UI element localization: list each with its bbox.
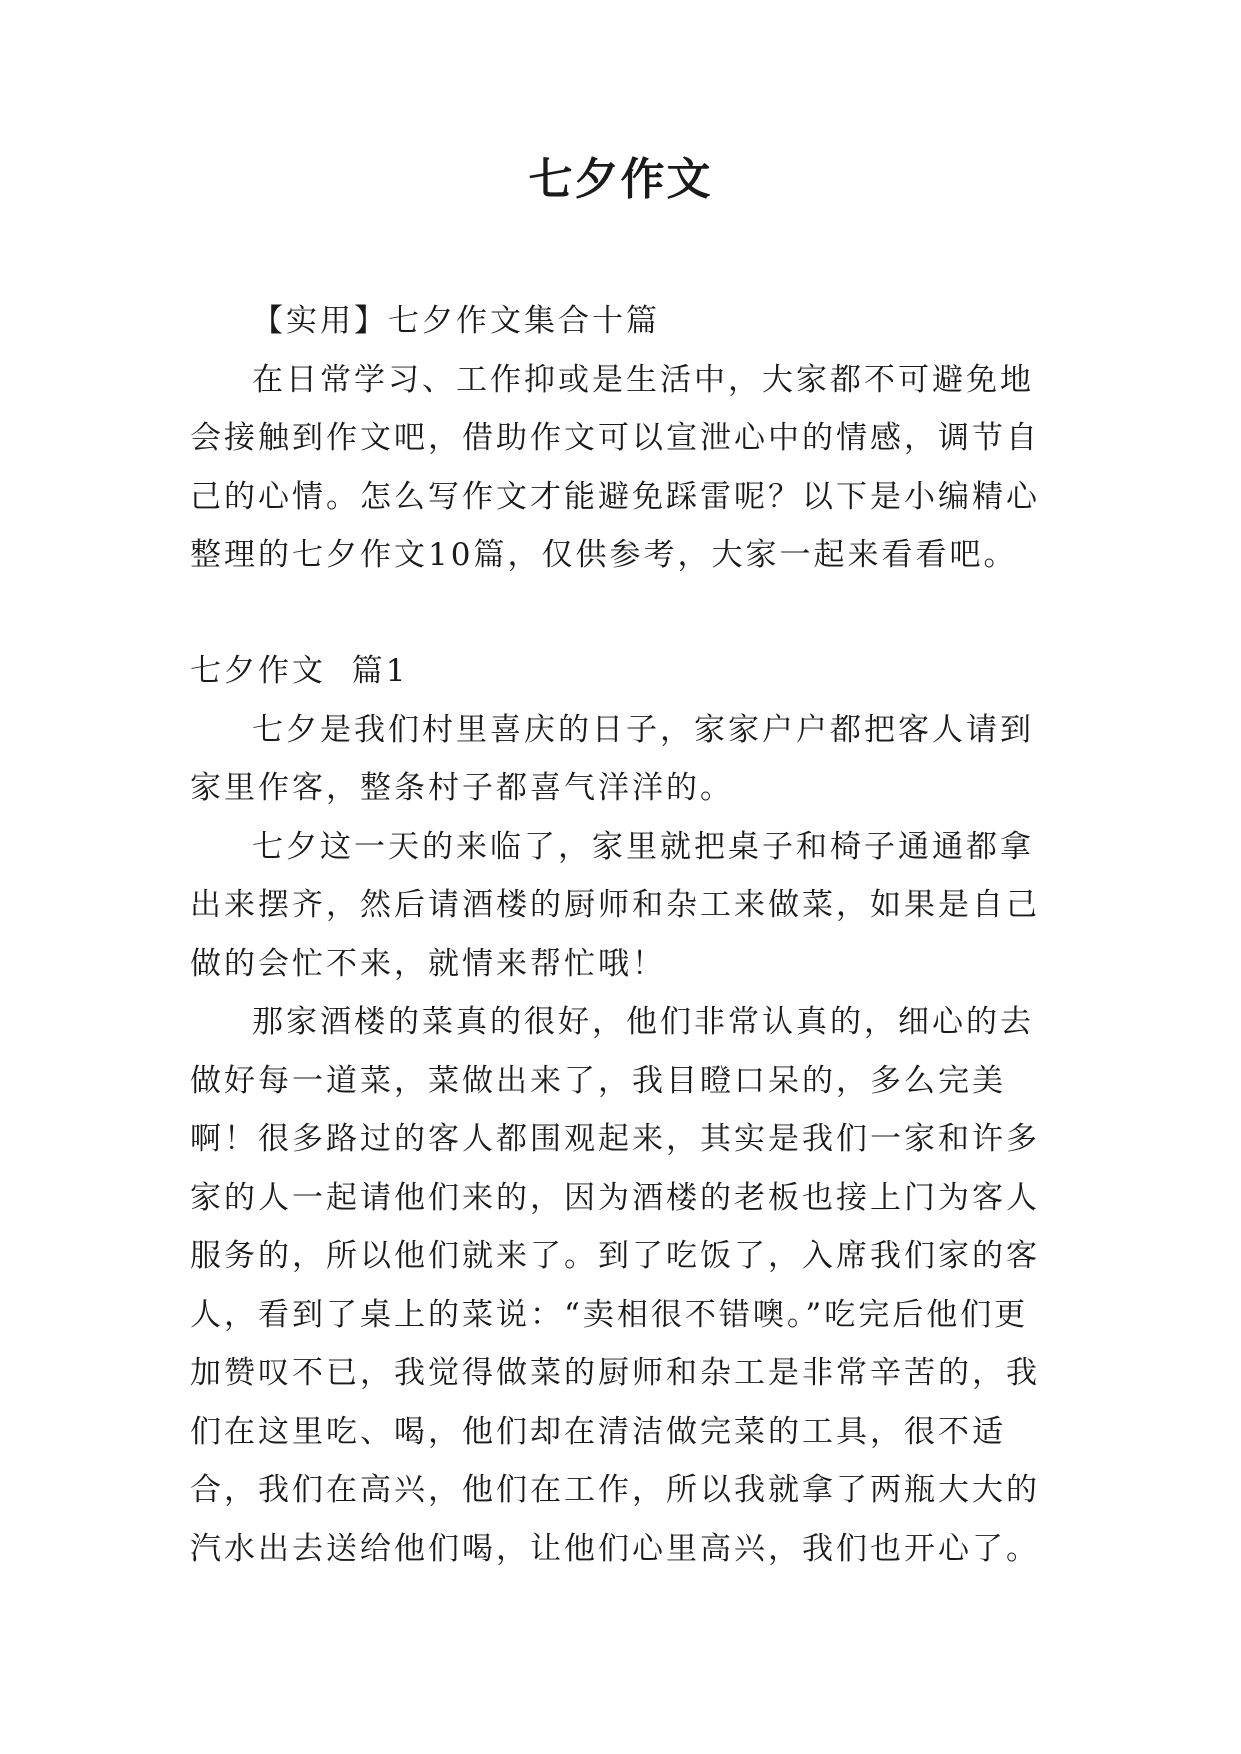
- essay-paragraph: 那家酒楼的菜真的很好，他们非常认真的，细心的去做好每一道菜，菜做出来了，我目瞪口呆的，多么完美啊！很多路过的客人都围观起来，其实是我们一家和许多家的人一起请他们来的，因为酒楼的老板也接上门为客人服务的，所以他们就来了。到了吃饭了，入席我们家的客人，看到了桌上的菜说：“卖相很不错噢。”吃完后他们更加赞叹不已，我觉得做菜的厨师和杂工是非常辛苦的，我们在这里吃、喝，他们却在清洁做完菜的工具，很不适合，我们在高兴，他们在工作，所以我就拿了两瓶大大的汽水出去送给他们喝，让他们心里高兴，我们也开心了。: [190, 1004, 1040, 1567]
- document-title: 七夕作文: [528, 154, 713, 205]
- intro-heading: 【实用】七夕作文集合十篇: [252, 303, 660, 339]
- intro-paragraph: 在日常学习、工作抑或是生活中，大家都不可避免地会接触到作文吧，借助作文可以宣泄心中的情感，调节自己的心情。怎么写作文才能避免踩雷呢？以下是小编精心整理的七夕作文10篇，仅供参考，大家一起来看看吧。: [190, 361, 1040, 573]
- essay-paragraph: 七夕这一天的来临了，家里就把桌子和椅子通通都拿出来摆齐，然后请酒楼的厨师和杂工来做菜，如果是自己做的会忙不来，就情来帮忙哦！: [190, 828, 1040, 982]
- intro-section: [190, 292, 1060, 585]
- essay-section: [190, 642, 1060, 1578]
- essay-paragraph: 七夕是我们村里喜庆的日子，家家户户都把客人请到家里作客，整条村子都喜气洋洋的。: [190, 711, 1034, 806]
- essay-heading: 七夕作文 篇1: [190, 653, 409, 689]
